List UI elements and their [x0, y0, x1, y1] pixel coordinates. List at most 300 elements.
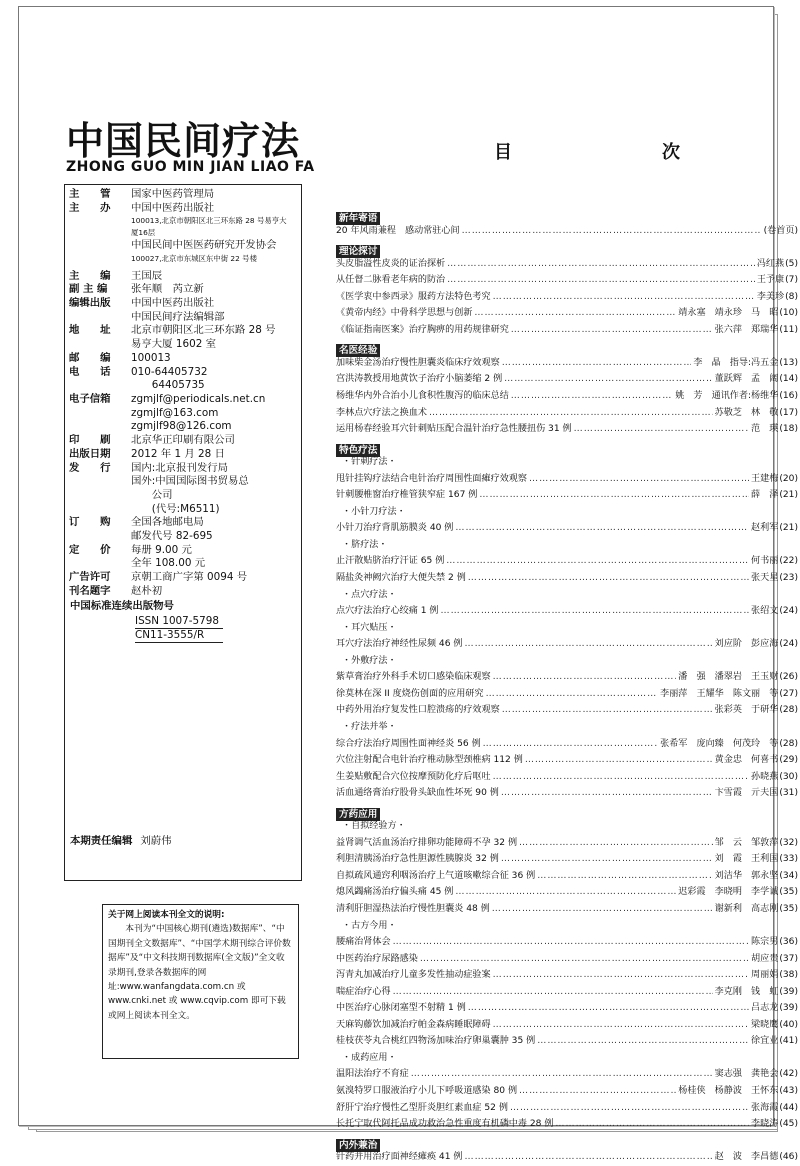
info-row [69, 324, 291, 351]
info-row [69, 270, 291, 284]
publication-info-box [64, 184, 302, 881]
toc-entry-title: 隔盐灸神阙穴治疗大便失禁 2 例 [336, 573, 466, 584]
toc-entry-title: 穴位注射配合电针治疗椎动脉型颈椎病 112 例 [336, 755, 523, 766]
toc-entry[interactable] [336, 1033, 798, 1050]
toc-entry-page: (33) [779, 854, 798, 865]
toc-entry[interactable] [336, 421, 798, 438]
toc-leader-dots [393, 934, 749, 951]
toc-entry-title: 耳穴疗法治疗神经性尿频 46 例 [336, 639, 463, 650]
toc-entry-title: 自拟疏风通窍利咽汤治疗上气道咳嗽综合征 36 例 [336, 870, 536, 881]
toc-entry-authors: 张海霞 [751, 1102, 779, 1113]
toc-entry-page: (11) [779, 324, 798, 335]
toc-entry-authors: 何书丽 [751, 556, 779, 567]
toc-leader-dots [493, 1017, 749, 1034]
toc-leader-dots [455, 884, 676, 901]
info-value [131, 516, 291, 543]
issn-block [135, 615, 223, 643]
toc-entry-authors: 张彩英 于研华 [714, 705, 779, 716]
toc-entry[interactable] [336, 752, 798, 769]
toc-entry[interactable] [336, 1083, 798, 1100]
toc-leader-dots [501, 851, 713, 868]
editor-label: 本期责任编辑 [70, 835, 133, 847]
toc-entry[interactable] [336, 951, 798, 968]
toc-leader-dots [420, 951, 749, 968]
toc-leader-dots [479, 487, 749, 504]
toc-entry-title: 天麻钩藤饮加减治疗帕金森病睡眠障碍 [336, 1019, 491, 1030]
info-value-line: 赵朴初 [131, 584, 163, 597]
info-row [69, 283, 291, 297]
info-value-line: 北京华正印刷有限公司 [131, 434, 235, 447]
toc-entry[interactable] [336, 355, 798, 372]
journal-page [18, 6, 798, 1163]
info-key: 地 址 [69, 324, 111, 337]
info-row [69, 215, 291, 239]
info-value-line: 国外:中国国际图书贸易总 [131, 475, 249, 488]
toc-entry-authors: 李美珍 [756, 291, 785, 302]
info-row [69, 585, 291, 599]
toc-entry-authors: 范 瑛 [751, 424, 779, 435]
toc-entry-page: (36) [779, 937, 798, 948]
toc-entry-page: (30) [779, 771, 798, 782]
toc-section-row [336, 438, 798, 455]
toc-entry-title: 益肾调气活血汤治疗排卵功能障碍不孕 32 例 [336, 837, 518, 848]
info-key [69, 239, 131, 253]
toc-entry[interactable] [336, 520, 798, 537]
toc-entry-page: (40) [779, 1019, 798, 1030]
toc-entry-page: (22) [779, 556, 798, 567]
toc-entry-authors: 张天星 [751, 573, 779, 584]
toc-entry-page: (43) [779, 1085, 798, 1096]
toc-entry-authors: 董跃辉 孟 阔 [714, 374, 779, 385]
toc-entry-authors: 黄金忠 何喜书 [714, 755, 779, 766]
toc-entry-title: 中医药治疗尿路感染 [336, 953, 418, 964]
toc-leader-dots [511, 322, 713, 339]
toc-entry[interactable] [336, 669, 798, 686]
info-key: 电 话 [69, 365, 111, 378]
toc-section-row [336, 239, 798, 256]
toc-entry-page: (18) [779, 424, 798, 435]
toc-entry-title: 生姜贴敷配合穴位按摩预防化疗后呕吐 [336, 771, 491, 782]
toc-entry-title: 《医学衷中参西录》服药方法特色考究 [336, 291, 491, 302]
toc-entry-page: (35) [779, 887, 798, 898]
toc-entry-authors: 邹 云 邹敦萍 [714, 837, 779, 848]
toc-entry-page: (44) [779, 1102, 798, 1113]
toc-entry[interactable] [336, 884, 798, 901]
toc-entry-page: (14) [779, 374, 798, 385]
toc-leader-dots [502, 702, 713, 719]
issn-label: 中国标准连续出版物号 [70, 599, 174, 612]
toc-entry[interactable] [336, 371, 798, 388]
toc-leader-dots [486, 686, 659, 703]
toc-entry[interactable] [336, 223, 798, 240]
toc-entry[interactable] [336, 901, 798, 918]
toc-leader-dots [441, 603, 750, 620]
info-value-line: 北京市朝阳区北三环东路 28 号 [131, 324, 276, 337]
toc-entry-authors: 赵 波 李昌德 [714, 1152, 779, 1163]
toc-entry-authors: 靖永塞 靖永珍 马 昭 [678, 308, 779, 319]
toc-leader-dots [446, 553, 749, 570]
toc-section-row [336, 338, 798, 355]
toc-entry-title: 徐莫林在深 II 度烧伤创面的应用研究 [336, 688, 484, 699]
toc-leader-dots [462, 223, 761, 240]
toc-subsection: ・外敷疗法・ [342, 655, 397, 666]
toc-section-header: 特色疗法 [336, 444, 380, 457]
toc-entry-page: (卷首页) [763, 225, 798, 236]
table-of-contents [336, 206, 798, 1166]
toc-entry[interactable] [336, 405, 798, 422]
info-value-line: 全年 108.00 元 [131, 557, 206, 570]
toc-entry-title: 甩针挂钩疗法结合电针治疗周围性面瘫疗效观察 [336, 473, 527, 484]
notice-title: 关于网上阅读本刊全文的说明: [108, 910, 225, 920]
toc-entry[interactable] [336, 1017, 798, 1034]
info-value-line: zgmjlf@periodicals.net.cn [131, 392, 266, 405]
toc-entry[interactable] [336, 570, 798, 587]
info-key: 定 价 [69, 543, 111, 556]
toc-subsection: ・古方今用・ [342, 920, 397, 931]
toc-entry[interactable] [336, 272, 798, 289]
journal-logo: 中国民间疗法 [66, 118, 301, 163]
info-row [69, 352, 291, 366]
issn-number: ISSN 1007-5798 [135, 615, 223, 629]
toc-leader-dots [537, 868, 712, 885]
info-key: 邮 编 [69, 351, 111, 364]
toc-section-header: 内外兼治 [336, 1139, 380, 1152]
info-row [69, 434, 291, 448]
toc-entry-title: 综合疗法治疗周围性面神经炎 56 例 [336, 738, 481, 749]
toc-entry-title: 桂枝茯苓丸合桃红四物汤加味治疗卵巢囊肿 35 例 [336, 1036, 536, 1047]
toc-leader-dots [574, 421, 749, 438]
toc-entry-authors: 李晓涛 [751, 1119, 779, 1130]
toc-entry-title: 紫草膏治疗外科手术切口感染临床观察 [336, 672, 491, 683]
toc-entry-authors: 冯红燕 [756, 258, 785, 269]
toc-entry[interactable] [336, 1149, 798, 1166]
toc-section-row [336, 1133, 798, 1150]
toc-entry-authors: 李丽萍 王耀华 陈文丽 等 [660, 688, 779, 699]
toc-entry[interactable] [336, 636, 798, 653]
toc-section-header: 理论探讨 [336, 245, 380, 258]
toc-entry-authors: 杨桂侠 杨静波 王怀东 [678, 1085, 779, 1096]
toc-leader-dots [519, 835, 713, 852]
toc-entry-authors: 李 晶 指导:冯五金 [693, 357, 779, 368]
info-value-line: 中国民间中医医药研究开发协会 [131, 239, 277, 252]
toc-entry[interactable] [336, 702, 798, 719]
info-value [131, 393, 291, 434]
toc-leader-dots [510, 1100, 749, 1117]
info-value [131, 366, 291, 393]
info-value-line: 010-64405732 [131, 365, 208, 378]
toc-entry-authors: 姚 芳 通讯作者:杨维华 [675, 391, 779, 402]
toc-leader-dots [468, 1000, 749, 1017]
toc-entry[interactable] [336, 305, 798, 322]
toc-entry[interactable] [336, 388, 798, 405]
toc-entry[interactable] [336, 736, 798, 753]
toc-entry-page: (28) [779, 705, 798, 716]
info-row [69, 462, 291, 517]
toc-entry-authors: 卞雪霞 亓夫国 [714, 788, 779, 799]
toc-entry-page: (35) [779, 903, 798, 914]
info-value [131, 297, 291, 324]
toc-leader-dots [468, 570, 749, 587]
toc-leader-dots [411, 1066, 713, 1083]
toc-entry[interactable] [336, 785, 798, 802]
toc-entry[interactable] [336, 934, 798, 951]
toc-entry-title: 氨溴特罗口服液治疗小儿下呼吸道感染 80 例 [336, 1085, 518, 1096]
toc-entry-page: (21) [779, 490, 798, 501]
toc-entry-title: 加味柴金汤治疗慢性胆囊炎临床疗效观察 [336, 357, 500, 368]
toc-entry-authors: 胡应贵 [751, 953, 779, 964]
toc-entry-page: (29) [779, 755, 798, 766]
toc-subsection: ・脐疗法・ [342, 539, 388, 550]
toc-entry-title: 《黄帝内经》中骨科学思想与创新 [336, 308, 473, 319]
toc-entry[interactable] [336, 1100, 798, 1117]
info-value [131, 571, 291, 585]
toc-entry[interactable] [336, 471, 798, 488]
info-key: 广告许可 [69, 571, 111, 584]
toc-entry[interactable] [336, 1000, 798, 1017]
toc-leader-dots [474, 305, 676, 322]
info-row [69, 297, 291, 324]
info-value-line: 国家中医药管理局 [131, 188, 215, 200]
toc-leader-dots [447, 256, 755, 273]
toc-entry-page: (37) [779, 953, 798, 964]
info-value-line: 张年顺 芮立新 [131, 283, 204, 296]
toc-entry-page: (24) [779, 606, 798, 617]
toc-entry-authors: 张绍文 [751, 606, 779, 617]
toc-entry-title: 腰痛治肾体会 [336, 937, 391, 948]
toc-section-row [336, 206, 798, 223]
toc-leader-dots [393, 984, 713, 1001]
info-key: 订 购 [69, 516, 111, 529]
info-row [69, 448, 291, 462]
info-value-line: 全国各地邮电局 [131, 516, 204, 529]
toc-section-header: 名医经验 [336, 344, 380, 357]
toc-entry[interactable] [336, 967, 798, 984]
toc-entry[interactable] [336, 322, 798, 339]
info-value-line: (代号:M6511) [131, 502, 220, 515]
online-reading-notice [102, 904, 299, 1059]
toc-leader-dots [511, 388, 673, 405]
info-value-line: 中国中医药出版社 [131, 201, 215, 214]
toc-entry[interactable] [336, 603, 798, 620]
toc-leader-dots [493, 669, 677, 686]
toc-entry-page: (45) [779, 1119, 798, 1130]
toc-entry-title: 清利肝胆湿热法治疗慢性胆囊炎 48 例 [336, 903, 490, 914]
toc-entry[interactable] [336, 769, 798, 786]
toc-leader-dots [502, 355, 692, 372]
toc-leader-dots [555, 1116, 749, 1133]
toc-entry[interactable] [336, 851, 798, 868]
info-key: 主 编 [69, 269, 111, 282]
toc-entry-title: 中医治疗心脉闭塞型不射精 1 例 [336, 1003, 466, 1014]
info-value [131, 239, 291, 253]
toc-leader-dots [492, 901, 713, 918]
info-row [69, 366, 291, 393]
toc-entry-page: (42) [779, 1069, 798, 1080]
toc-entry-authors: 李克刚 钱 虹 [714, 986, 779, 997]
info-value-line: zgmjlf@163.com [131, 406, 219, 419]
toc-entry-page: (23) [779, 573, 798, 584]
editor-name: 刘蔚伟 [140, 835, 172, 847]
info-key: 副 主 编 [69, 283, 108, 296]
toc-leader-dots [483, 736, 658, 753]
toc-entry-page: (39) [779, 986, 798, 997]
toc-entry-page: (34) [779, 870, 798, 881]
publication-info-table [69, 188, 291, 599]
info-value-line: 中国民间疗法编辑部 [131, 310, 225, 323]
toc-entry[interactable] [336, 868, 798, 885]
toc-entry-authors: 徐宜业 [751, 1036, 779, 1047]
toc-entry[interactable] [336, 835, 798, 852]
toc-leader-dots [464, 636, 712, 653]
info-value [131, 462, 291, 517]
journal-pinyin: ZHONG GUO MIN JIAN LIAO FA [66, 159, 315, 175]
info-value-line: 易亨大厦 1602 室 [131, 338, 217, 351]
info-key: 刊名题字 [69, 584, 111, 597]
toc-entry-title: 温阳法治疗不育症 [336, 1069, 409, 1080]
toc-entry-authors: 王建梅 [751, 473, 779, 484]
info-value-line: 100013 [131, 351, 171, 364]
info-key: 电子信箱 [69, 392, 111, 405]
toc-entry-authors: 梁晓鹰 [751, 1019, 779, 1030]
info-value [131, 434, 291, 448]
info-value [131, 283, 291, 297]
toc-entry-authors: 迟彩霞 李晓明 李学诚 [678, 887, 779, 898]
toc-entry-title: 宫洪涛教授用地黄饮子治疗小脑萎缩 2 例 [336, 374, 503, 385]
toc-entry-title: 中药外用治疗复发性口腔溃疡的疗效观察 [336, 705, 500, 716]
toc-entry-authors: 窦志强 龚艳会 [714, 1069, 779, 1080]
info-row [69, 239, 291, 253]
toc-entry[interactable] [336, 553, 798, 570]
info-row [69, 393, 291, 434]
toc-entry-title: 长托宁取代阿托品成功救治急性重度有机磷中毒 28 例 [336, 1119, 554, 1130]
toc-entry-title: 头皮脂溢性皮炎的证治探析 [336, 258, 446, 269]
info-value [131, 585, 291, 599]
toc-entry-page: (41) [779, 1036, 798, 1047]
info-value [131, 202, 291, 216]
toc-entry-title: 泻青丸加减治疗儿童多发性抽动症验案 [336, 970, 491, 981]
responsible-editor [70, 832, 172, 847]
info-row [69, 253, 291, 270]
info-key: 印 刷 [69, 434, 111, 447]
toc-subsection: ・点穴疗法・ [342, 589, 397, 600]
toc-entry-page: (24) [779, 639, 798, 650]
toc-leader-dots [429, 405, 713, 422]
info-value-line: 100027,北京市东城区东中街 22 号楼 [131, 254, 257, 264]
toc-entry-authors: 张六萍 郑瑞华 [714, 324, 779, 335]
info-value-line: 王国辰 [131, 269, 163, 282]
toc-leader-dots [504, 371, 712, 388]
info-value-line: 国内:北京报刊发行局 [131, 461, 229, 474]
toc-leader-dots [525, 752, 713, 769]
toc-leader-dots [519, 1083, 676, 1100]
toc-entry-title: 熄风蠲痛汤治疗偏头痛 45 例 [336, 887, 454, 898]
toc-entry[interactable] [336, 289, 798, 306]
info-value [131, 352, 291, 366]
toc-entry-title: 止汗散贴脐治疗汗证 65 例 [336, 556, 445, 567]
toc-entry[interactable] [336, 686, 798, 703]
info-value-line: 2012 年 1 月 28 日 [131, 447, 225, 460]
info-row [69, 188, 291, 202]
toc-entry-page: (31) [779, 788, 798, 799]
toc-leader-dots [447, 272, 755, 289]
toc-entry-title: 小针刀治疗背肌筋膜炎 40 例 [336, 523, 454, 534]
toc-entry-authors: 陈宗男 [751, 937, 779, 948]
toc-leader-dots [501, 785, 713, 802]
toc-entry-page: (32) [779, 837, 798, 848]
toc-entry-page: (27) [779, 688, 798, 699]
toc-entry-authors: 谢新利 高志刚 [714, 903, 779, 914]
toc-entry-page: (16) [779, 391, 798, 402]
toc-entry-authors: 薛 泽 [751, 490, 779, 501]
toc-entry-authors: 吕志龙 [751, 1003, 779, 1014]
toc-section-header: 新年寄语 [336, 212, 380, 225]
toc-entry-title: 杨维华内外合治小儿食积性腹泻的临床总结 [336, 391, 509, 402]
info-key [69, 215, 131, 239]
toc-entry-page: (5) [785, 258, 798, 269]
toc-entry-authors: 苏敬芝 林 敬 [714, 407, 779, 418]
info-value-line: 中国中医药出版社 [131, 297, 215, 310]
toc-entry-title: 李林点穴疗法之换血术 [336, 407, 427, 418]
toc-entry[interactable] [336, 256, 798, 273]
info-key: 主 办 [69, 201, 111, 214]
info-value [131, 215, 291, 239]
toc-entry-title: 点穴疗法治疗心绞痛 1 例 [336, 606, 439, 617]
toc-entry-title: 喘症治疗心得 [336, 986, 391, 997]
toc-subsection: ・成药应用・ [342, 1052, 397, 1063]
toc-subsection: ・疗法并举・ [342, 721, 397, 732]
toc-entry-page: (7) [785, 275, 798, 286]
toc-entry[interactable] [336, 487, 798, 504]
info-key [69, 253, 131, 270]
info-row [69, 544, 291, 571]
info-value-line: 公司 [131, 488, 173, 501]
toc-title: 目 次 [494, 142, 746, 163]
toc-entry-authors: 孙晓燕 [751, 771, 779, 782]
toc-entry-page: (20) [779, 473, 798, 484]
toc-entry-page: (38) [779, 970, 798, 981]
info-value [131, 324, 291, 351]
toc-leader-dots [493, 289, 755, 306]
info-value-line: zgmjlf98@126.com [131, 420, 232, 433]
toc-subsection: ・自拟经验方・ [342, 821, 406, 832]
toc-leader-dots [493, 967, 749, 984]
info-value [131, 448, 291, 462]
info-value [131, 270, 291, 284]
toc-subsection: ・针刺疗法・ [342, 457, 397, 468]
toc-entry-page: (10) [779, 308, 798, 319]
toc-entry-authors: 周丽娟 [751, 970, 779, 981]
toc-entry-page: (26) [779, 672, 798, 683]
toc-entry[interactable] [336, 1116, 798, 1133]
toc-section-header: 方药应用 [336, 808, 380, 821]
toc-entry[interactable] [336, 1066, 798, 1083]
toc-entry-page: (28) [779, 738, 798, 749]
toc-entry-title: 运用杨春经验耳穴针刺贴压配合温针治疗急性腰扭伤 31 例 [336, 424, 572, 435]
toc-entry-page: (21) [779, 523, 798, 534]
toc-entry-authors: 潘 强 潘翠岩 王玉财 [678, 672, 779, 683]
toc-entry[interactable] [336, 984, 798, 1001]
toc-section-row [336, 802, 798, 819]
toc-leader-dots [493, 769, 749, 786]
info-key: 主 管 [69, 188, 111, 200]
toc-entry-title: 舒肝宁治疗慢性乙型肝炎胆红素血症 52 例 [336, 1102, 508, 1113]
toc-entry-title: 活血通络膏治疗股骨头缺血性坏死 90 例 [336, 788, 499, 799]
cn-number: CN11-3555/R [135, 629, 223, 643]
toc-entry-authors: 刘洁华 郭永坚 [714, 870, 779, 881]
toc-entry-page: (39) [779, 1003, 798, 1014]
info-value-line: 京朝工商广字第 0094 号 [131, 571, 248, 584]
info-row [69, 516, 291, 543]
